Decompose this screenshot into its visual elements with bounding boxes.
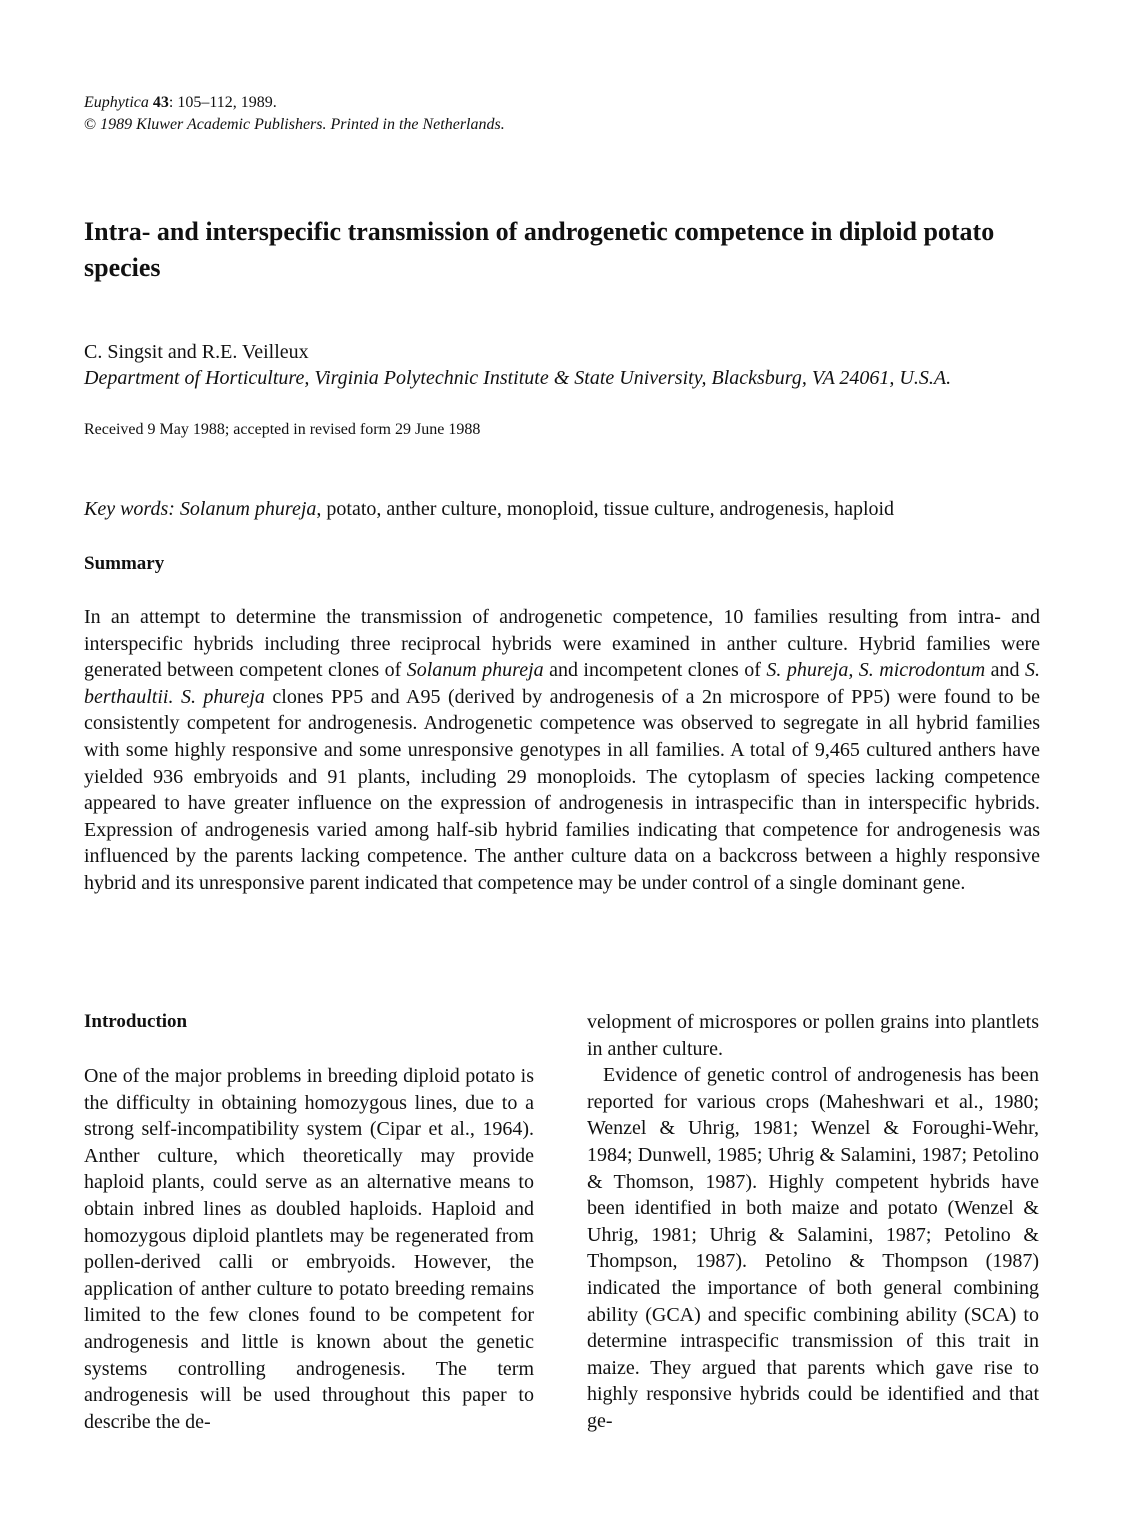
introduction-left-column: One of the major problems in breeding diploid potato is the difficulty in obtaining homozygous lines, due to a strong self-incompatibility system (Cipar et al., 1964). Anther culture, which theoretically may provide haploid plants, could serve as an alternative means to obtain inbred lines as doubled haploids. Haploid and homozygous diploid plantlets may be regenerated from pollen-derived calli or embryoids. However, the application of anther culture to potato breeding remains limited to the few clones found to be competent for androgenesis and little is known about the genetic systems controlling androgenesis. The term androgenesis will be used throughout this paper to describe the de- [84, 1065, 534, 1433]
keywords-list: , potato, anther culture, monoploid, tissue culture, androgenesis, haploid [316, 498, 895, 520]
introduction-right-column [587, 1009, 1039, 1435]
copyright-line [84, 114, 505, 136]
species-name: S. phureja, S. microdontum [766, 659, 986, 682]
authors: C. Singsit and R.E. Veilleux [84, 341, 309, 363]
article-title: Intra- and interspecific transmission of androgenetic competence in diploid potato species [84, 217, 995, 282]
keywords [84, 496, 894, 522]
summary-segment: In an attempt to determine the transmission of androgenetic competence, 10 families resulting from intra- and interspecific hybrids including three reciprocal hybrids were examined in anther culture. Hybrid families were generated between competent clones of [84, 606, 1040, 682]
introduction-paragraph: Evidence of genetic control of androgenesis has been reported for various crops (Maheshwari et al., 1980; Wenzel & Uhrig, 1981; Wenzel & Foroughi-Wehr, 1984; Dunwell, 1985; Uhrig & Salamini, 1987; Petolino & Thomson, 1987). Highly competent hybrids have been identified in both maize and potato (Wenzel & Uhrig, 1981; Uhrig & Salamini, 1987; Petolino & Thompson, 1987). Petolino & Thompson (1987) indicated the importance of both general combining ability (GCA) and specific combining ability (SCA) to determine intraspecific transmission of this trait in maize. They argued that parents which gave rise to highly responsive hybrids could be identified and that ge- [587, 1064, 1039, 1432]
journal-volume: 43 [152, 94, 169, 111]
journal-name: Euphytica [84, 94, 149, 111]
summary-segment: and incompetent clones of [543, 659, 767, 682]
species-name: S. berthaultii. S. phureja [84, 659, 1040, 708]
introduction-heading: Introduction [84, 1011, 188, 1032]
introduction-paragraph: velopment of microspores or pollen grains into plantlets in anther culture. [587, 1011, 1039, 1060]
affiliation: Department of Horticulture, Virginia Polytechnic Institute & State University, Blacksburg, VA 24061, U.S.A. [84, 367, 952, 389]
summary-heading: Summary [84, 553, 165, 574]
summary-segment: and [985, 659, 1025, 682]
journal-pages-year: : 105–112, 1989. [168, 94, 277, 111]
copyright-text: 1989 Kluwer Academic Publishers. Printed in the Netherlands. [96, 116, 505, 133]
summary-segment: clones PP5 and A95 (derived by androgenesis of a 2n microspore of PP5) were found to be consistently competent for androgenesis. Androgenetic competence was observed to segregate in all hybrid families with some highly responsive and some unresponsive genotypes in all families. A total of 9,465 cultured anthers have yielded 936 embryoids and 91 plants, including 29 monoploids. The cytoplasm of species lacking competence appeared to have greater influence on the expression of androgenesis in intraspecific than in interspecific hybrids. Expression of androgenesis varied among half-sib hybrid families indicating that competence for androgenesis was influenced by the parents lacking competence. The anther culture data on a backcross between a highly responsive hybrid and its unresponsive parent indicated that competence may be under control of a single dominant gene. [84, 685, 1040, 894]
summary-text [84, 604, 1040, 897]
citation-line [84, 92, 505, 114]
keywords-lead: Key words: Solanum phureja [84, 498, 317, 520]
species-name: Solanum phureja [406, 659, 544, 682]
received-dates: Received 9 May 1988; accepted in revised form 29 June 1988 [84, 421, 481, 438]
journal-header [84, 92, 505, 136]
copyright-symbol: © [84, 116, 97, 133]
